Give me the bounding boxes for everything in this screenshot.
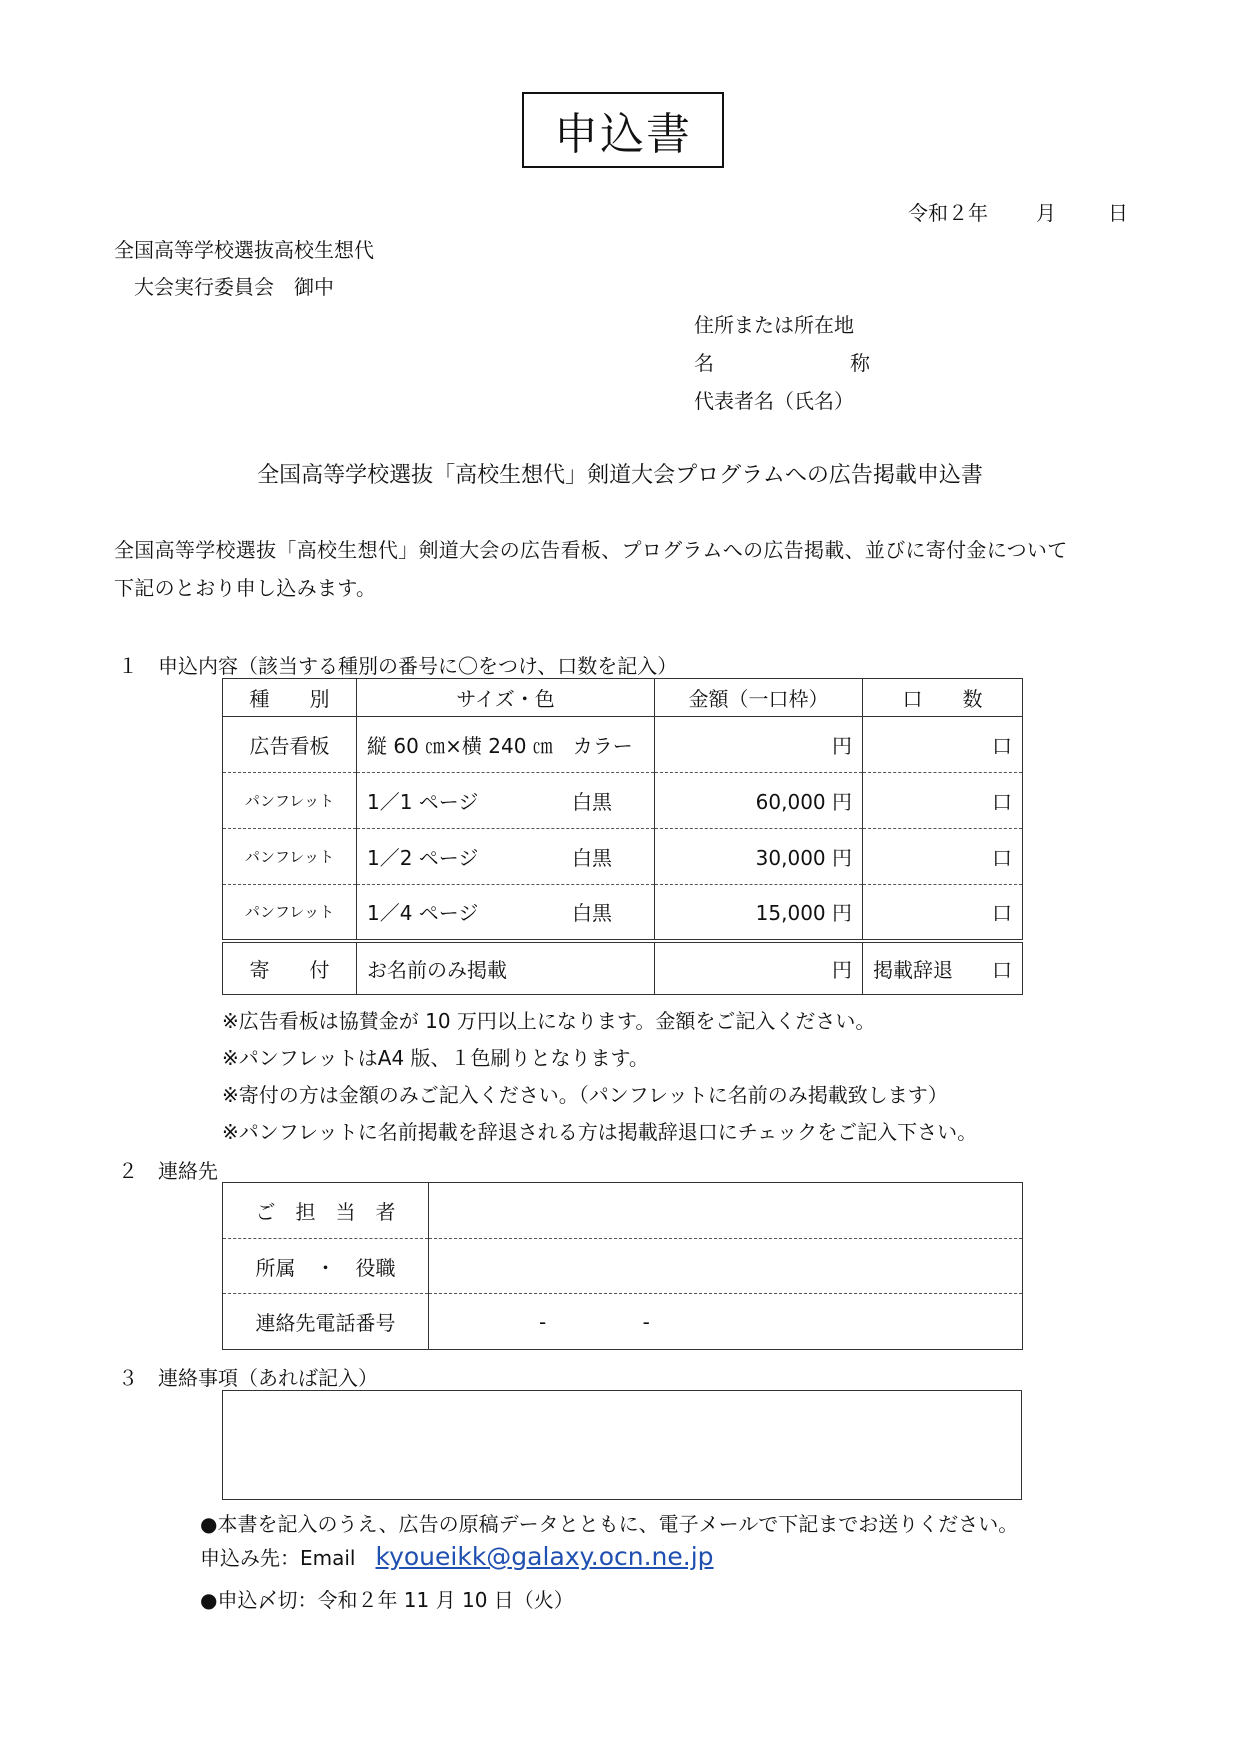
- row-size: 1／2 ページ 白黒: [357, 829, 655, 885]
- document-title: 申込書: [522, 92, 724, 168]
- email-link[interactable]: kyoueikk@galaxy.ocn.ne.jp: [375, 1542, 714, 1571]
- contact-row: [223, 1183, 1023, 1239]
- email-label: 申込み先：Email: [200, 1546, 356, 1570]
- row-count[interactable]: 口: [863, 773, 1023, 829]
- donation-decline[interactable]: 掲載辞退 口: [863, 941, 1023, 995]
- section2-heading: ２ 連絡先: [118, 1159, 218, 1183]
- note-1: ※広告看板は協賛金が 10 万円以上になります。金額をご記入ください。: [222, 1009, 876, 1033]
- contact-table: [222, 1182, 1023, 1350]
- note-2: ※パンフレットはA4 版、１色刷りとなります。: [222, 1046, 649, 1070]
- donation-type: 寄 付: [223, 941, 357, 995]
- donation-amount: 円: [655, 941, 863, 995]
- header-count: 口 数: [863, 679, 1023, 717]
- contact-row: [223, 1294, 1023, 1350]
- addressee-line1: 全国高等学校選抜高校生想代: [114, 238, 374, 262]
- application-table: [222, 678, 1023, 995]
- footer-instruction: ●本書を記入のうえ、広告の原稿データとともに、電子メールで下記までお送りください。: [200, 1512, 1019, 1536]
- note-4: ※パンフレットに名前掲載を辞退される方は掲載辞退口にチェックをご記入下さい。: [222, 1120, 978, 1144]
- row-amount: 30,000 円: [655, 829, 863, 885]
- row-type: 広告看板: [223, 717, 357, 773]
- row-type: パンフレット: [223, 829, 357, 885]
- donation-row: [223, 941, 1023, 995]
- table-row: [223, 773, 1023, 829]
- affiliation-field[interactable]: [429, 1239, 1023, 1294]
- row-type: パンフレット: [223, 885, 357, 941]
- phone-field[interactable]: [429, 1294, 1023, 1350]
- contact-row: [223, 1239, 1023, 1294]
- table-row: [223, 829, 1023, 885]
- row-count[interactable]: 口: [863, 885, 1023, 941]
- header-amount: 金額（一口枠）: [655, 679, 863, 717]
- name-label-part2: 称: [850, 351, 870, 375]
- table-row: [223, 717, 1023, 773]
- row-count[interactable]: 口: [863, 829, 1023, 885]
- date-line: [908, 197, 1138, 223]
- document-subject: 全国高等学校選抜「高校生想代」剣道大会プログラムへの広告掲載申込書: [257, 463, 983, 488]
- intro-line2: 下記のとおり申し込みます。: [114, 576, 377, 600]
- contact-person-label: ご 担 当 者: [223, 1183, 429, 1239]
- remarks-field[interactable]: [222, 1390, 1022, 1500]
- row-amount: 円: [655, 717, 863, 773]
- deadline-line: ●申込〆切：令和２年 11 月 10 日（火）: [200, 1588, 574, 1612]
- date-era-year: 令和２年: [908, 201, 988, 225]
- name-label: [694, 347, 870, 376]
- address-label: 住所または所在地: [694, 313, 854, 337]
- representative-label: 代表者名（氏名）: [694, 389, 854, 413]
- header-type: 種 別: [223, 679, 357, 717]
- donation-size: お名前のみ掲載: [357, 941, 655, 995]
- row-size: 1／1 ページ 白黒: [357, 773, 655, 829]
- section1-heading: １ 申込内容（該当する種別の番号に〇をつけ、口数を記入）: [118, 654, 678, 678]
- name-label-part1: 名: [694, 351, 714, 375]
- date-day: 日: [1108, 201, 1128, 225]
- phone-dash-2: -: [642, 1309, 650, 1334]
- contact-person-field[interactable]: [429, 1183, 1023, 1239]
- date-month: 月: [1036, 201, 1056, 225]
- row-type: パンフレット: [223, 773, 357, 829]
- intro-line1: 全国高等学校選抜「高校生想代」剣道大会の広告看板、プログラムへの広告掲載、並びに寄付金について: [114, 538, 1068, 562]
- phone-label: 連絡先電話番号: [223, 1294, 429, 1350]
- note-3: ※寄付の方は金額のみご記入ください。（パンフレットに名前のみ掲載致します）: [222, 1083, 948, 1107]
- row-size: 縦 60 ㎝×横 240 ㎝ カラー: [357, 717, 655, 773]
- affiliation-label: 所属 ・ 役職: [223, 1239, 429, 1294]
- phone-dash-1: -: [539, 1309, 547, 1334]
- header-size: サイズ・色: [357, 679, 655, 717]
- addressee-line2: 大会実行委員会 御中: [134, 275, 334, 299]
- section3-heading: ３ 連絡事項（あれば記入）: [118, 1366, 378, 1390]
- table-row: [223, 885, 1023, 941]
- row-size: 1／4 ページ 白黒: [357, 885, 655, 941]
- row-amount: 15,000 円: [655, 885, 863, 941]
- row-count[interactable]: 口: [863, 717, 1023, 773]
- row-amount: 60,000 円: [655, 773, 863, 829]
- email-line: [200, 1542, 714, 1571]
- table-header-row: [223, 679, 1023, 717]
